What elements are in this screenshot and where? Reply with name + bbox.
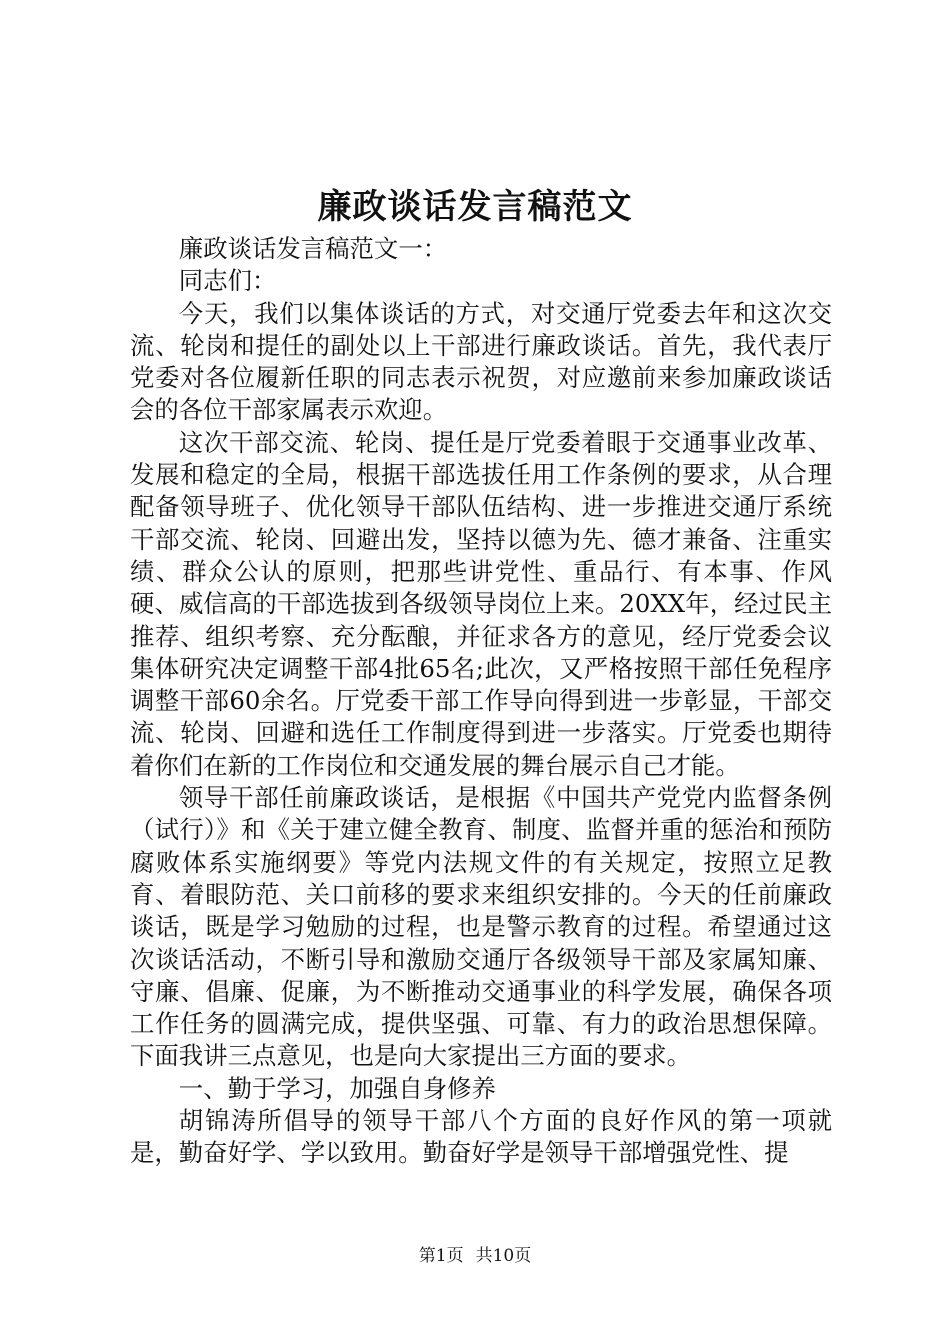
section-heading: 廉政谈话发言稿范文一： [178,234,448,263]
paragraph: 今天，我们以集体谈话的方式，对交通厅党委去年和这次交流、轮岗和提任的副处以上干部进行廉政谈话。首先，我代表厅党委对各位履新任职的同志表示祝贺，对应邀前来参加廉政谈话会的各位干部家属表示欢迎。 [130,298,832,425]
document-title: 廉政谈话发言稿范文 [317,187,633,227]
page-total: 共10页 [475,1246,532,1266]
paragraph: 胡锦涛所倡导的领导干部八个方面的良好作风的第一项就是，勤奋好学、学以致用。勤奋好学是领导干部增强党性、提 [130,1106,832,1168]
subheading: 一、勤于学习，加强自身修养 [178,1073,496,1103]
document-body [130,233,832,1170]
salutation: 同志们： [178,266,277,296]
paragraph: 领导干部任前廉政谈话，是根据《中国共产党党内监督条例（试行）》和《关于建立健全教育、制度、监督并重的惩治和预防腐败体系实施纲要》等党内法规文件的有关规定，按照立足教育、着眼防范、关口前移的要求来组织安排的。今天的任前廉政谈话，既是学习勉励的过程，也是警示教育的过程。希望通过这次谈话活动，不断引导和激励交通厅各级领导干部及家属知廉、守廉、倡廉、促廉，为不断推动交通事业的科学发展，确保各项工作任务的圆满完成，提供坚强、可靠、有力的政治思想保障。下面我讲三点意见，也是向大家提出三方面的要求。 [130,783,832,1071]
page-number: 第1页 [418,1246,464,1266]
page-footer [0,1244,950,1268]
paragraph: 这次干部交流、轮岗、提任是厅党委着眼于交通事业改革、发展和稳定的全局，根据干部选拔任用工作条例的要求，从合理配备领导班子、优化领导干部队伍结构、进一步推进交通厅系统干部交流、轮岗、回避出发，坚持以德为先、德才兼备、注重实绩、群众公认的原则，把那些讲党性、重品行、有本事、作风硬、威信高的干部选拔到各级领导岗位上来。20XX年，经过民主推荐、组织考察、充分酝酿，并征求各方的意见，经厅党委会议集体研究决定调整干部4批65名;此次，又严格按照干部任免程序调整干部60余名。厅党委干部工作导向得到进一步彰显，干部交流、轮岗、回避和选任工作制度得到进一步落实。厅党委也期待着你们在新的工作岗位和交通发展的舞台展示自己才能。 [130,427,832,780]
